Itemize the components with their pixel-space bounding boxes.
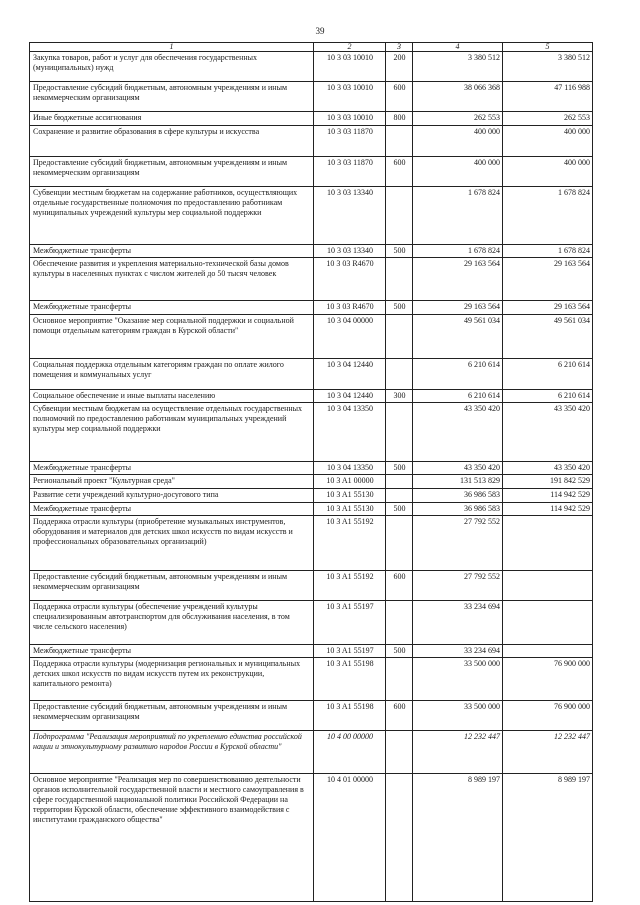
row-amount-col4: 3 380 512: [413, 52, 503, 82]
row-code: 10 3 04 13350: [314, 462, 386, 475]
table-row: [30, 157, 593, 187]
row-name: Поддержка отрасли культуры (приобретение музыкальных инструментов, оборудования и материалов для детских школ искусств по видам искусств и профессиональных образовательных организаций): [30, 516, 314, 571]
row-code: 10 3 04 12440: [314, 390, 386, 403]
row-expense-type: [386, 187, 413, 245]
row-amount-col5: 114 942 529: [503, 489, 593, 503]
row-amount-col5: 400 000: [503, 157, 593, 187]
row-expense-type: 500: [386, 503, 413, 516]
table-row: [30, 258, 593, 301]
row-code: 10 3 A1 55198: [314, 701, 386, 731]
row-name: Межбюджетные трансферты: [30, 503, 314, 516]
row-amount-col4: 36 986 583: [413, 489, 503, 503]
row-code: 10 4 01 00000: [314, 774, 386, 902]
row-expense-type: 500: [386, 245, 413, 258]
row-amount-col5: 262 553: [503, 112, 593, 126]
row-code: 10 3 03 R4670: [314, 258, 386, 301]
row-name: Закупка товаров, работ и услуг для обеспечения государственных (муниципальных) нужд: [30, 52, 314, 82]
row-expense-type: [386, 315, 413, 359]
row-amount-col5: 43 350 420: [503, 403, 593, 462]
table-row: [30, 359, 593, 390]
table-row: [30, 187, 593, 245]
row-name: Предоставление субсидий бюджетным, автономным учреждениям и иным некоммерческим организациям: [30, 157, 314, 187]
row-expense-type: 500: [386, 645, 413, 658]
row-code: 10 3 A1 55192: [314, 571, 386, 601]
table-row: [30, 503, 593, 516]
row-name: Социальная поддержка отдельным категориям граждан по оплате жилого помещения и коммунальных услуг: [30, 359, 314, 390]
row-amount-col5: 400 000: [503, 126, 593, 157]
row-code: 10 3 A1 55130: [314, 503, 386, 516]
row-amount-col4: 6 210 614: [413, 390, 503, 403]
row-expense-type: [386, 403, 413, 462]
table-row: [30, 245, 593, 258]
row-name: Поддержка отрасли культуры (обеспечение учреждений культуры специализированным автотранспортом для обслуживания населения, в том числе сельского населения): [30, 601, 314, 645]
table-row: [30, 52, 593, 82]
table-row: [30, 516, 593, 571]
row-amount-col4: 27 792 552: [413, 571, 503, 601]
row-amount-col5: 76 900 000: [503, 658, 593, 701]
row-expense-type: 200: [386, 52, 413, 82]
table-row: [30, 701, 593, 731]
row-amount-col4: 27 792 552: [413, 516, 503, 571]
row-expense-type: [386, 658, 413, 701]
row-amount-col5: [503, 645, 593, 658]
row-name: Предоставление субсидий бюджетным, автономным учреждениям и иным некоммерческим организациям: [30, 82, 314, 112]
row-expense-type: 600: [386, 157, 413, 187]
row-code: 10 3 04 13350: [314, 403, 386, 462]
row-code: 10 3 04 12440: [314, 359, 386, 390]
row-amount-col5: 114 942 529: [503, 503, 593, 516]
budget-table: [29, 42, 593, 902]
row-name: Межбюджетные трансферты: [30, 645, 314, 658]
table-row: [30, 462, 593, 475]
row-expense-type: [386, 475, 413, 489]
row-amount-col4: 29 163 564: [413, 258, 503, 301]
row-expense-type: [386, 516, 413, 571]
table-row: [30, 315, 593, 359]
row-expense-type: 600: [386, 571, 413, 601]
table-row: [30, 390, 593, 403]
row-code: 10 3 A1 55130: [314, 489, 386, 503]
row-name: Предоставление субсидий бюджетным, автономным учреждениям и иным некоммерческим организациям: [30, 701, 314, 731]
table-row: [30, 82, 593, 112]
row-expense-type: [386, 489, 413, 503]
row-name: Поддержка отрасли культуры (модернизация региональных и муниципальных детских школ искусств по видам искусств путем их реконструкции, капитального ремонта): [30, 658, 314, 701]
row-name: Региональный проект "Культурная среда": [30, 475, 314, 489]
row-name: Основное мероприятие "Оказание мер социальной поддержки и социальной помощи отдельным категориям граждан в Курской области": [30, 315, 314, 359]
row-amount-col4: 1 678 824: [413, 187, 503, 245]
row-amount-col5: 49 561 034: [503, 315, 593, 359]
row-name: Подпрограмма "Реализация мероприятий по укреплению единства российской нации и этнокультурному развитию народов России в Курской области": [30, 731, 314, 774]
table-row: [30, 475, 593, 489]
table-row: [30, 601, 593, 645]
table-row: [30, 112, 593, 126]
row-amount-col4: 33 500 000: [413, 658, 503, 701]
row-expense-type: 600: [386, 82, 413, 112]
row-code: 10 3 03 11870: [314, 126, 386, 157]
row-code: 10 3 A1 55197: [314, 645, 386, 658]
row-amount-col5: 191 842 529: [503, 475, 593, 489]
row-amount-col4: 49 561 034: [413, 315, 503, 359]
row-amount-col5: 29 163 564: [503, 301, 593, 315]
row-amount-col4: 33 500 000: [413, 701, 503, 731]
row-code: 10 3 03 R4670: [314, 301, 386, 315]
row-name: Социальное обеспечение и иные выплаты населению: [30, 390, 314, 403]
row-amount-col5: [503, 571, 593, 601]
header-col-3: 3: [386, 43, 413, 52]
row-amount-col4: 8 989 197: [413, 774, 503, 902]
row-amount-col5: 1 678 824: [503, 187, 593, 245]
header-col-5: 5: [503, 43, 593, 52]
row-name: Межбюджетные трансферты: [30, 301, 314, 315]
row-code: 10 3 A1 55198: [314, 658, 386, 701]
row-code: 10 3 03 11870: [314, 157, 386, 187]
table-header-row: [30, 43, 593, 52]
table-row: [30, 774, 593, 902]
row-expense-type: [386, 359, 413, 390]
row-name: Сохранение и развитие образования в сфере культуры и искусства: [30, 126, 314, 157]
row-code: 10 3 03 10010: [314, 82, 386, 112]
header-col-4: 4: [413, 43, 503, 52]
header-col-1: 1: [30, 43, 314, 52]
row-amount-col5: 76 900 000: [503, 701, 593, 731]
row-code: 10 3 A1 55197: [314, 601, 386, 645]
row-code: 10 3 04 00000: [314, 315, 386, 359]
row-expense-type: 800: [386, 112, 413, 126]
row-expense-type: 300: [386, 390, 413, 403]
table-row: [30, 301, 593, 315]
row-code: 10 3 A1 00000: [314, 475, 386, 489]
row-amount-col5: [503, 516, 593, 571]
row-amount-col5: 1 678 824: [503, 245, 593, 258]
row-amount-col4: 33 234 694: [413, 645, 503, 658]
row-name: Межбюджетные трансферты: [30, 462, 314, 475]
row-expense-type: 500: [386, 462, 413, 475]
row-name: Субвенции местным бюджетам на содержание работников, осуществляющих отдельные государственные полномочия по предоставлению работникам муниципальных учреждений культуры мер социальной поддержки: [30, 187, 314, 245]
row-amount-col4: 38 066 368: [413, 82, 503, 112]
table-row: [30, 731, 593, 774]
row-code: 10 3 03 13340: [314, 245, 386, 258]
table-row: [30, 403, 593, 462]
row-expense-type: [386, 774, 413, 902]
row-amount-col5: 47 116 988: [503, 82, 593, 112]
row-amount-col5: 6 210 614: [503, 359, 593, 390]
row-name: Иные бюджетные ассигнования: [30, 112, 314, 126]
row-amount-col5: 8 989 197: [503, 774, 593, 902]
row-code: 10 4 00 00000: [314, 731, 386, 774]
row-expense-type: [386, 601, 413, 645]
row-code: 10 3 A1 55192: [314, 516, 386, 571]
row-amount-col5: 6 210 614: [503, 390, 593, 403]
row-code: 10 3 03 10010: [314, 112, 386, 126]
row-expense-type: 600: [386, 701, 413, 731]
row-expense-type: [386, 126, 413, 157]
row-amount-col4: 36 986 583: [413, 503, 503, 516]
row-expense-type: 500: [386, 301, 413, 315]
row-name: Основное мероприятие "Реализация мер по совершенствованию деятельности органов исполнительной государственной власти и местного самоуправления в сфере государственной национальной политики Российской Федерации на территории Курской области, обеспечение эффективного взаимодействия с институтами гражданского общества": [30, 774, 314, 902]
row-amount-col5: 12 232 447: [503, 731, 593, 774]
page-number: 39: [315, 26, 325, 36]
row-amount-col4: 43 350 420: [413, 462, 503, 475]
header-col-2: 2: [314, 43, 386, 52]
table-row: [30, 645, 593, 658]
row-amount-col4: 400 000: [413, 126, 503, 157]
row-name: Субвенции местным бюджетам на осуществление отдельных государственных полномочий по предоставлению работникам муниципальных учреждений культуры мер социальной поддержки: [30, 403, 314, 462]
row-expense-type: [386, 258, 413, 301]
table-row: [30, 126, 593, 157]
row-amount-col4: 29 163 564: [413, 301, 503, 315]
row-expense-type: [386, 731, 413, 774]
row-name: Обеспечение развития и укрепления материально-технической базы домов культуры в населенных пунктах с числом жителей до 50 тысяч человек: [30, 258, 314, 301]
table-row: [30, 658, 593, 701]
row-amount-col5: [503, 601, 593, 645]
row-code: 10 3 03 10010: [314, 52, 386, 82]
table-row: [30, 571, 593, 601]
row-code: 10 3 03 13340: [314, 187, 386, 245]
row-amount-col5: 29 163 564: [503, 258, 593, 301]
row-amount-col5: 3 380 512: [503, 52, 593, 82]
row-amount-col4: 33 234 694: [413, 601, 503, 645]
row-amount-col5: 43 350 420: [503, 462, 593, 475]
row-name: Межбюджетные трансферты: [30, 245, 314, 258]
row-name: Предоставление субсидий бюджетным, автономным учреждениям и иным некоммерческим организациям: [30, 571, 314, 601]
row-name: Развитие сети учреждений культурно-досугового типа: [30, 489, 314, 503]
row-amount-col4: 262 553: [413, 112, 503, 126]
row-amount-col4: 1 678 824: [413, 245, 503, 258]
table-row: [30, 489, 593, 503]
row-amount-col4: 12 232 447: [413, 731, 503, 774]
row-amount-col4: 6 210 614: [413, 359, 503, 390]
row-amount-col4: 43 350 420: [413, 403, 503, 462]
row-amount-col4: 131 513 829: [413, 475, 503, 489]
row-amount-col4: 400 000: [413, 157, 503, 187]
